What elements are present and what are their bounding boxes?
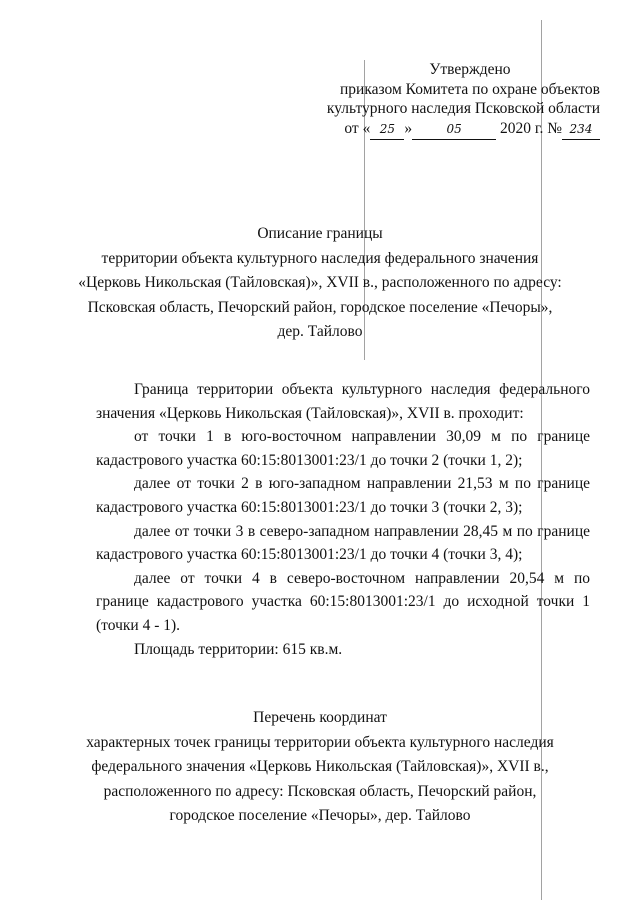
approval-line: культурного наследия Псковской области xyxy=(326,100,600,117)
heading-line: городское поселение «Печоры», дер. Тайлово xyxy=(169,807,471,824)
heading-line: характерных точек границы территории объекта культурного наследия xyxy=(86,733,554,751)
heading-line: территории объекта культурного наследия федерального значения xyxy=(101,249,539,267)
paragraph: Граница территории объекта культурного наследия федерального значения «Церковь Никольская (Тайловская)», XVII в. проходит: xyxy=(96,381,590,422)
date-year: 2020 г. № xyxy=(499,119,562,137)
heading-line: «Церковь Никольская (Тайловская)», XVII в., расположенного по адресу: xyxy=(78,274,562,291)
approval-date-line xyxy=(300,119,600,141)
paragraph: далее от точки 2 в юго-западном направлении 21,53 м по границе кадастрового участка 60:15:8013001:23/1 до точки 3 (точки 2, 3); xyxy=(96,475,590,516)
heading-title: Описание границы xyxy=(257,225,383,242)
approval-title: Утверждено xyxy=(429,61,511,78)
date-mid: » xyxy=(404,119,413,137)
coordinates-heading xyxy=(70,706,570,829)
date-prefix: от « xyxy=(344,119,371,137)
paragraph: от точки 1 в юго-восточном направлении 30,09 м по границе кадастрового участка 60:15:8013001:23/1 до точки 2 (точки 1, 2); xyxy=(96,428,590,469)
order-number: 234 xyxy=(562,120,600,141)
boundary-description xyxy=(96,378,590,661)
date-day: 25 xyxy=(370,120,404,141)
description-heading xyxy=(70,222,570,345)
approval-stamp xyxy=(300,60,600,140)
heading-line: федерального значения «Церковь Никольская (Тайловская)», XVII в., xyxy=(91,758,549,775)
area-statement: Площадь территории: 615 кв.м. xyxy=(134,640,343,658)
paragraph: далее от точки 3 в северо-западном направлении 28,45 м по границе кадастрового участка 60:15:8013001:23/1 до точки 4 (точки 3, 4); xyxy=(96,522,590,564)
paragraph: далее от точки 4 в северо-восточном направлении 20,54 м по границе кадастрового участка 60:15:8013001:23/1 до исходной точки 1 (точки 4 - 1). xyxy=(96,569,590,634)
date-month: 05 xyxy=(412,120,496,141)
heading-line: Псковская область, Печорский район, городское поселение «Печоры», xyxy=(87,298,553,316)
heading-line: дер. Тайлово xyxy=(277,323,363,340)
heading-line: расположенного по адресу: Псковская область, Печорский район, xyxy=(103,782,537,800)
approval-line: приказом Комитета по охране объектов xyxy=(339,80,600,98)
heading-title: Перечень координат xyxy=(253,709,387,726)
